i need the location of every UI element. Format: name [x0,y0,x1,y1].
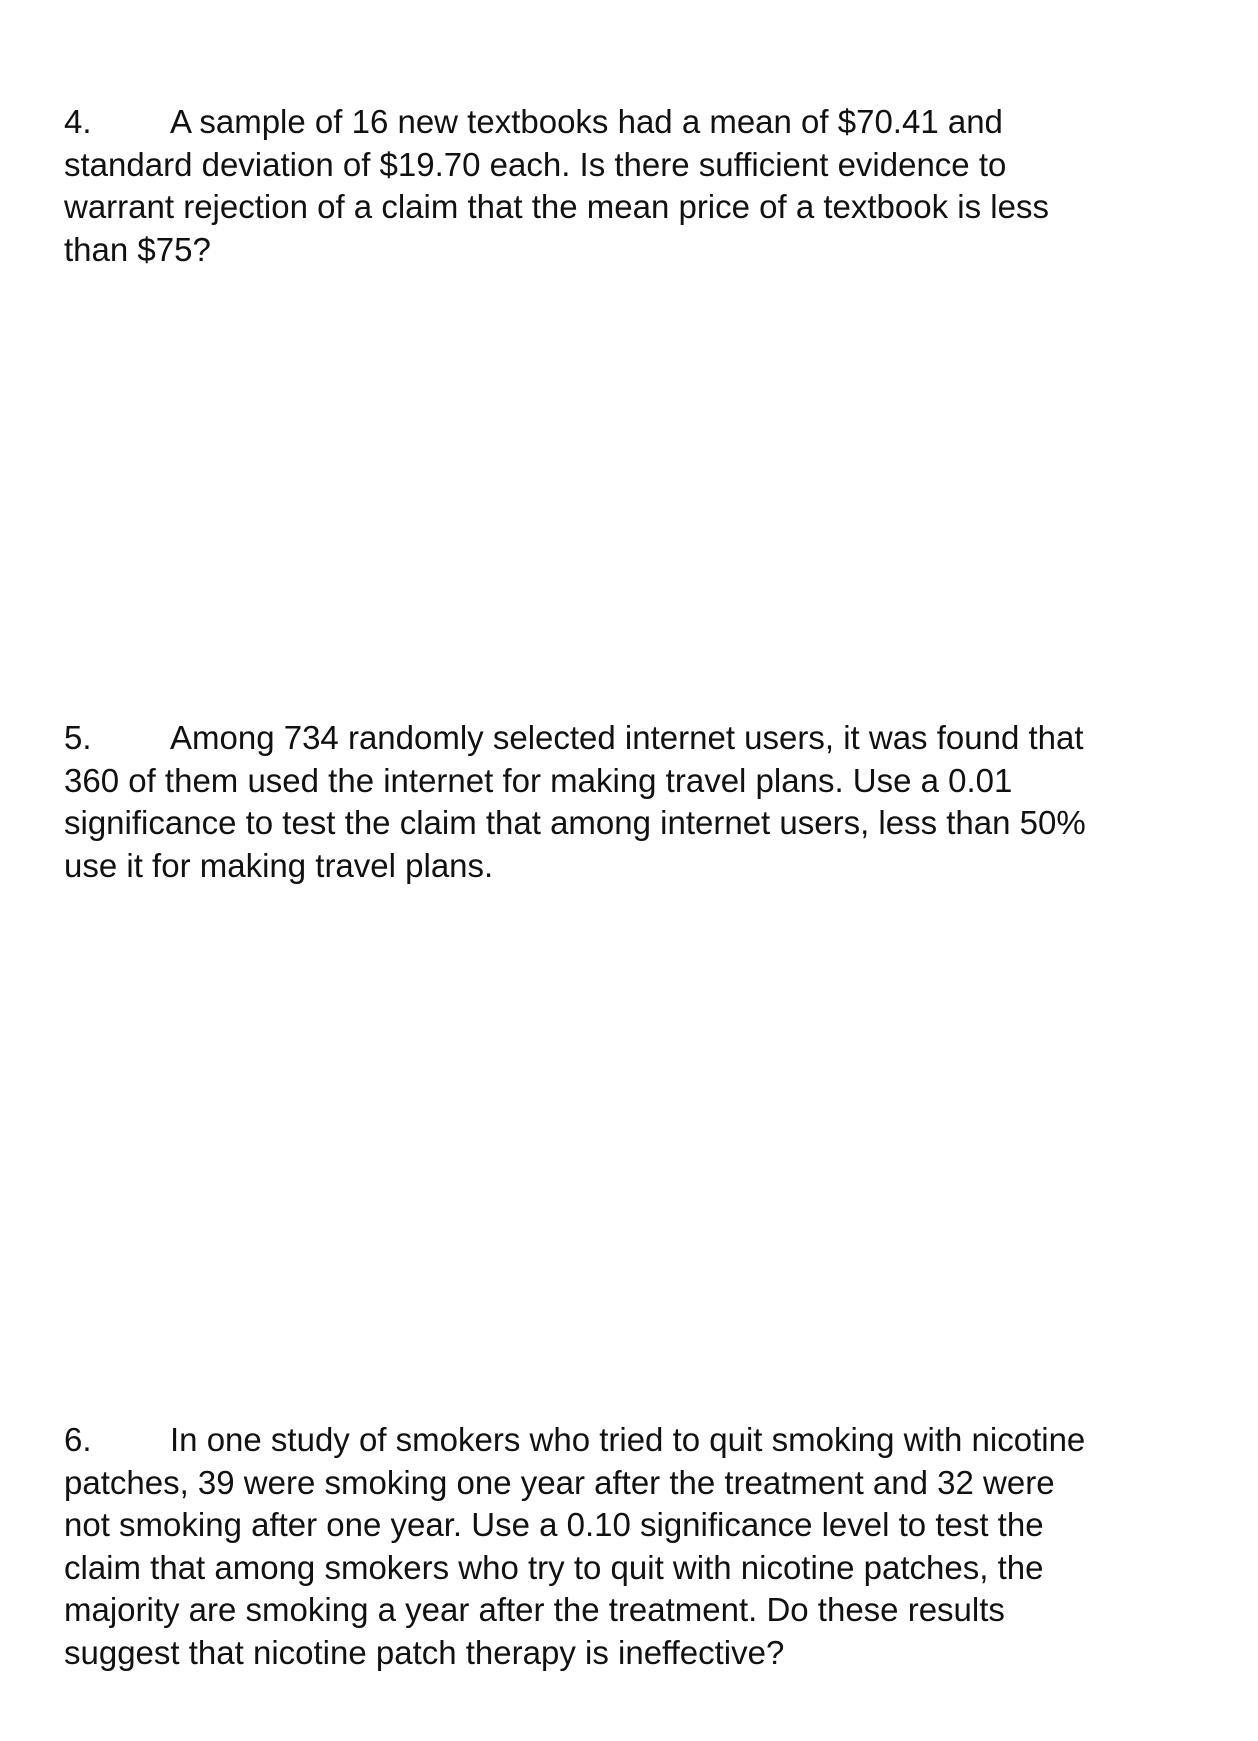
problem-5 [64,717,1194,887]
problem-6 [64,1419,1194,1674]
problem-6-number: 6. [64,1421,92,1458]
problem-4-line-3: warrant rejection of a claim that the mean price of a textbook is less [64,188,1049,225]
problem-4-line-4: than $75? [64,230,211,268]
problem-5-line-1: 5. Among 734 randomly selected internet users, it was found that [64,717,1194,760]
problem-6-line-1: 6. In one study of smokers who tried to quit smoking with nicotine [64,1419,1194,1462]
problem-4 [64,101,1194,271]
problem-6-line-2: patches, 39 were smoking one year after the treatment and 32 were [64,1463,1055,1501]
problem-4-line-2: standard deviation of $19.70 each. Is there sufficient evidence to [64,145,1007,183]
problem-4-line-1: 4. A sample of 16 new textbooks had a mean of $70.41 and [64,101,1194,144]
problem-6-line-3: not smoking after one year. Use a 0.10 significance level to test the [64,1506,1044,1543]
problem-5-number: 5. [64,719,92,756]
problem-4-number: 4. [64,103,92,140]
problem-6-line-4: claim that among smokers who try to quit with nicotine patches, the [64,1548,1044,1586]
problem-6-line-5: majority are smoking a year after the treatment. Do these results [64,1591,1005,1628]
problem-6-line-6: suggest that nicotine patch therapy is ineffective? [64,1633,785,1671]
problem-5-line-2: 360 of them used the internet for making travel plans. Use a 0.01 [64,761,1013,799]
problem-5-line-3: significance to test the claim that among internet users, less than 50% [64,804,1086,841]
problem-5-line-4: use it for making travel plans. [64,846,494,884]
